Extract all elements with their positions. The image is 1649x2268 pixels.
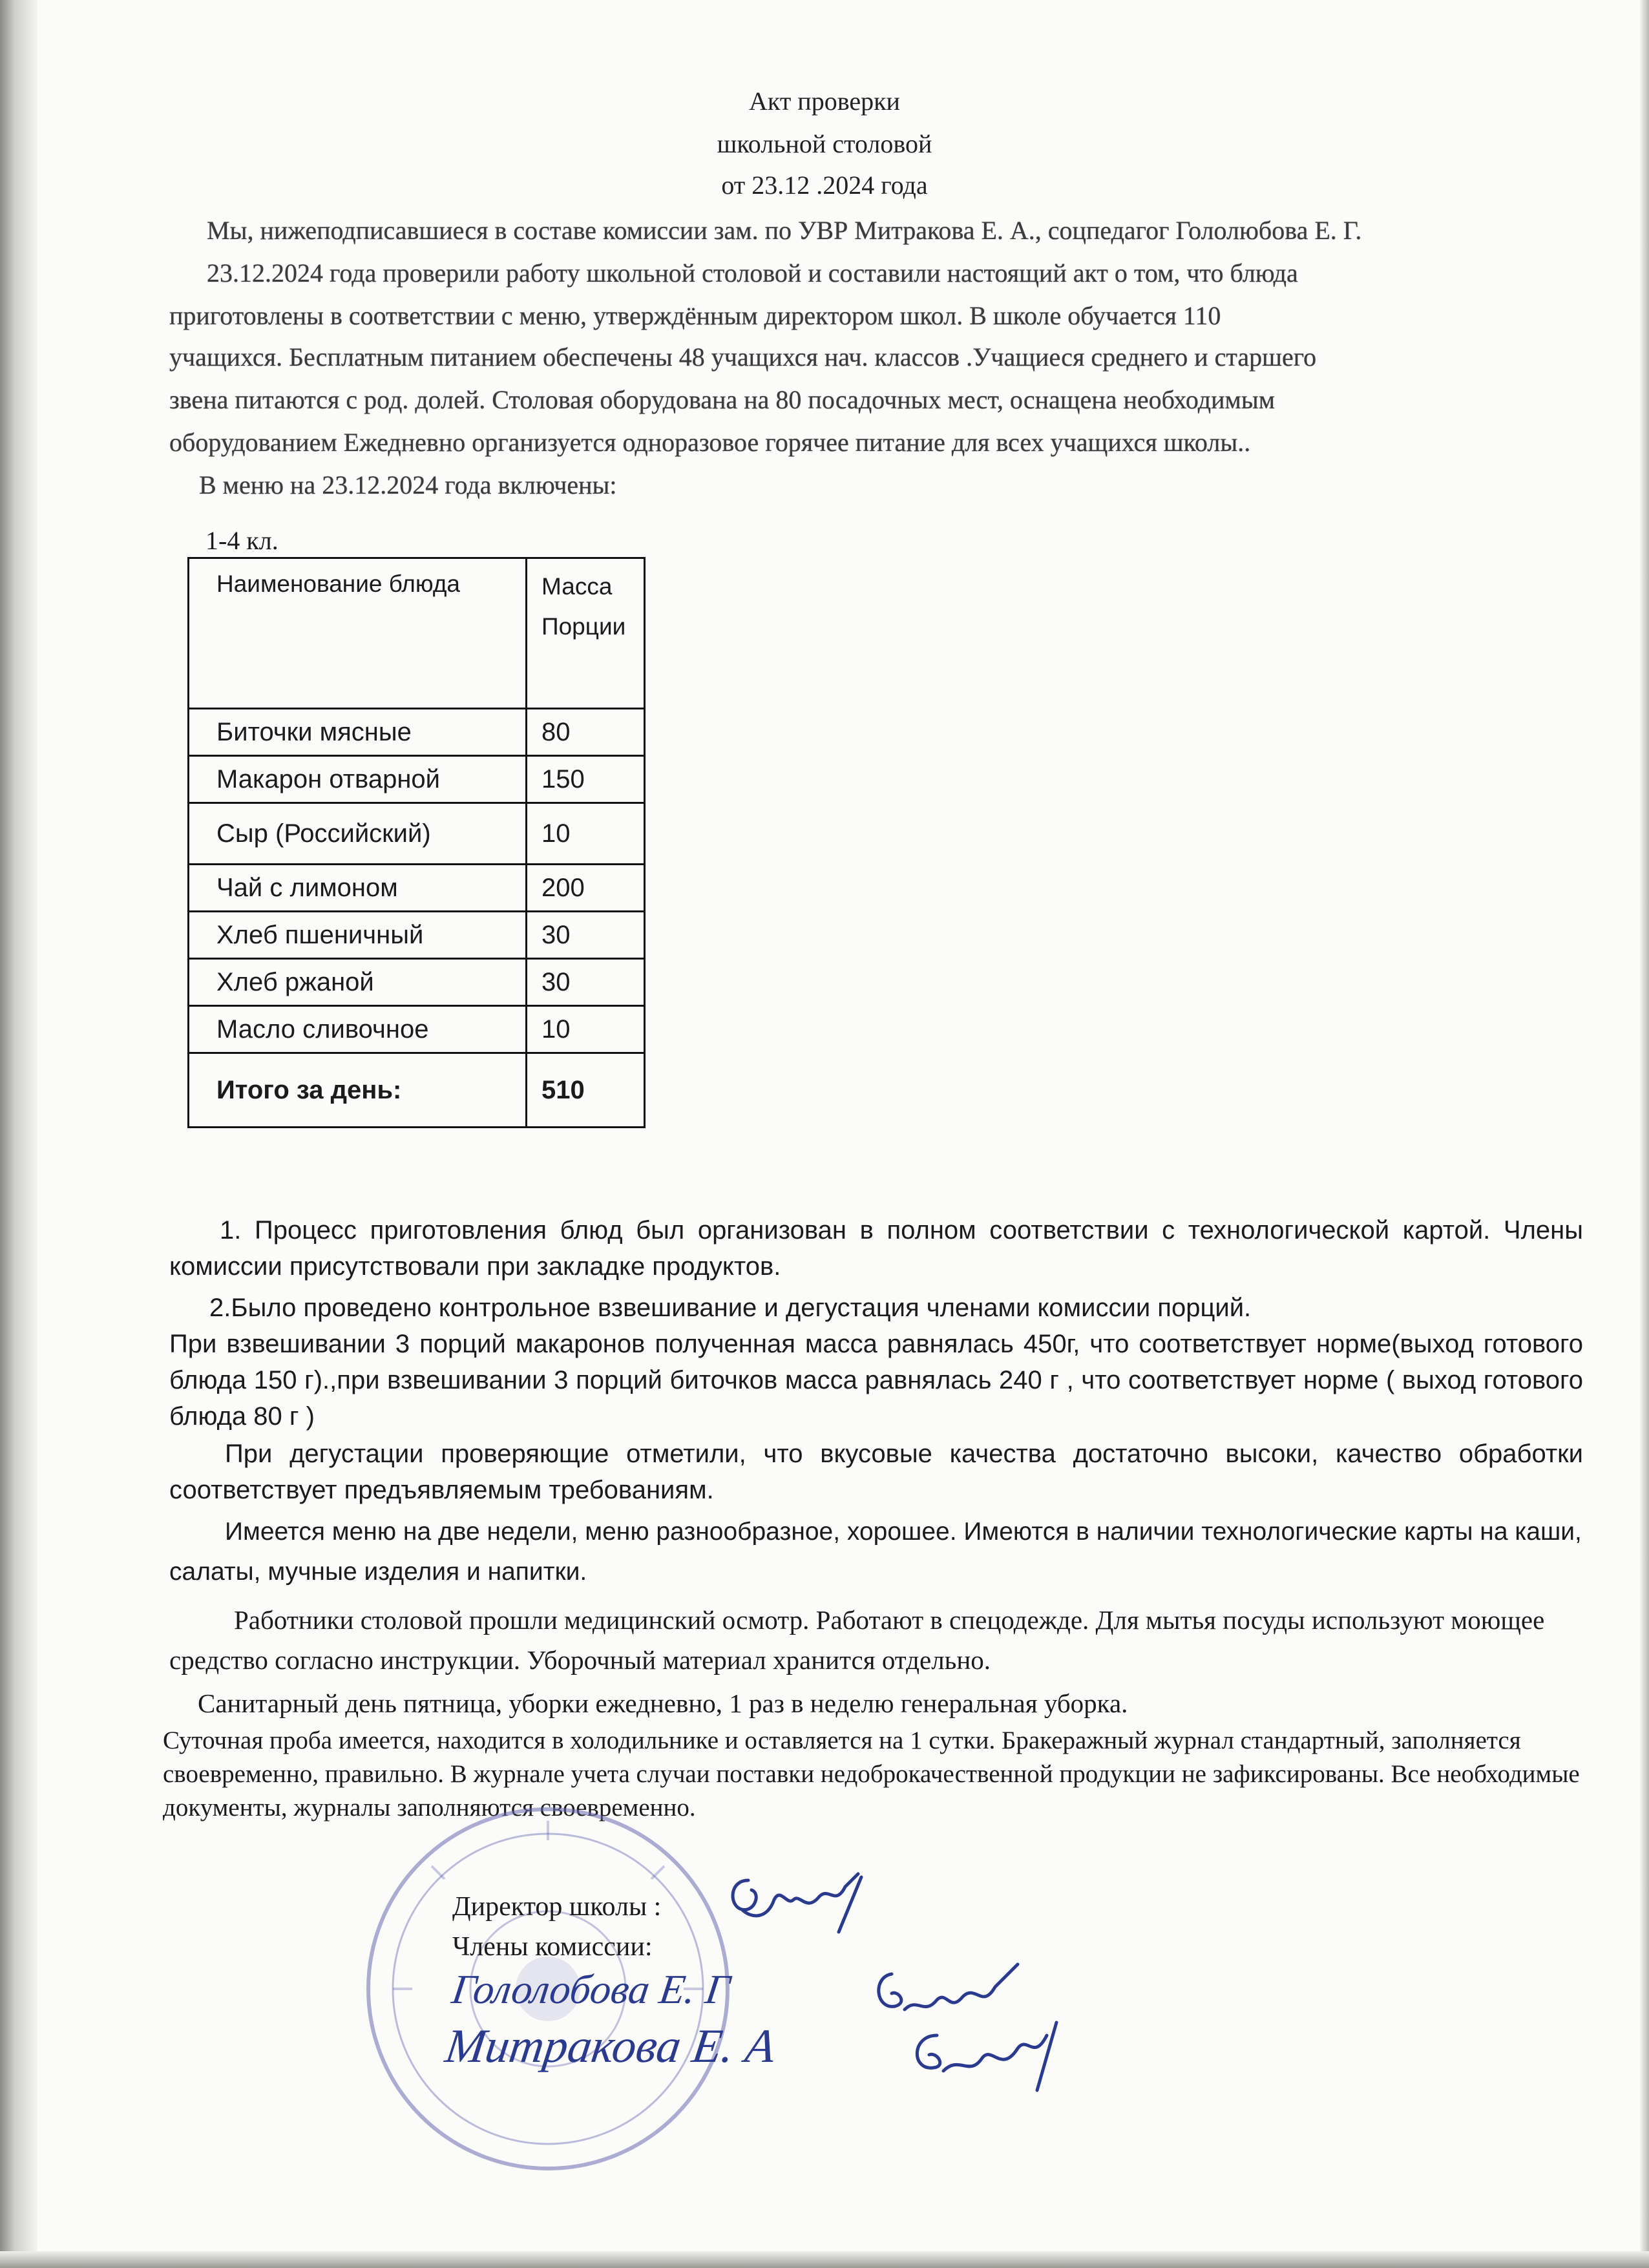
dish-mass: 80: [527, 709, 645, 756]
intro-line-7: В меню на 23.12.2024 года включены:: [199, 470, 617, 499]
grade-label: 1-4 кл.: [205, 526, 278, 555]
table-row: [189, 803, 645, 865]
dish-mass: 200: [527, 865, 645, 912]
table-row: [189, 912, 645, 959]
intro-line-1: Мы, нижеподписавшиеся в составе комиссии зам. по УВР Митракова Е. А., соцпедагог Гололюбова Е. Г.: [207, 216, 1362, 245]
finding-3: При взвешивании 3 порций макаронов полученная масса равнялась 450г, что соответствует норме(выход готового блюда 150 г).,при взвешивании 3 порций биточков масса равнялась 240 г , что соответствует норме ( выход готового блюда 80 г ): [169, 1330, 1583, 1431]
dish-name: Хлеб пшеничный: [189, 912, 527, 959]
member1-handwritten-name: Гололобова Е. Г: [449, 1966, 733, 2012]
finding-4: При дегустации проверяющие отметили, что вкусовые качества достаточно высоки, качество обработки соответствует предъявляемым требованиям.: [169, 1440, 1583, 1504]
intro-line-4: учащихся. Бесплатным питанием обеспечены 48 учащихся нач. классов .Учащиеся среднего и старшего: [169, 342, 1317, 372]
table-total-row: [189, 1053, 645, 1128]
table-header-name: Наименование блюда: [189, 558, 527, 709]
total-value: 510: [527, 1053, 645, 1128]
table-header-mass-line2: Порции: [541, 613, 626, 640]
total-label: Итого за день:: [189, 1053, 527, 1128]
finding-5: Имеется меню на две недели, меню разнообразное, хорошее. Имеются в наличии технологические карты на каши, салаты, мучные изделия и напитки.: [169, 1518, 1582, 1586]
document-title: Акт проверки: [749, 87, 900, 116]
dish-name: Хлеб ржаной: [189, 959, 527, 1006]
members-label: Члены комиссии:: [452, 1932, 653, 1962]
finding-8: Суточная проба имеется, находится в холодильнике и оставляется на 1 сутки. Бракеражный журнал стандартный, заполняется своевременно, правильно. В журнале учета случаи поставки недоброкачественной продукции не зафиксированы. Все необходимые документы, журналы заполняются своевременно.: [163, 1727, 1580, 1822]
scan-edge-left: [0, 0, 37, 2268]
document-subtitle: школьной столовой: [717, 129, 932, 158]
table-header-mass: [527, 558, 645, 709]
director-label: Директор школы :: [452, 1892, 662, 1922]
table-row: [189, 959, 645, 1006]
dish-mass: 30: [527, 912, 645, 959]
director-signature: [722, 1861, 877, 1938]
dish-mass: 150: [527, 756, 645, 803]
intro-line-3: приготовлены в соответствии с меню, утверждённым директором школ. В школе обучается 110: [169, 301, 1221, 330]
table-row: [189, 756, 645, 803]
menu-table: [187, 557, 646, 1128]
intro-line-6: оборудованием Ежедневно организуется одноразовое горячее питание для всех учащихся школы..: [169, 428, 1251, 457]
dish-name: Сыр (Российский): [189, 803, 527, 865]
table-row: [189, 709, 645, 756]
finding-7: Санитарный день пятница, уборки ежедневно, 1 раз в неделю генеральная уборка.: [198, 1688, 1128, 1718]
intro-line-5: звена питаются с род. долей. Столовая оборудована на 80 посадочных мест, оснащена необходимым: [169, 385, 1276, 414]
dish-name: Масло сливочное: [189, 1006, 527, 1053]
table-header-row: [189, 558, 645, 709]
finding-1: 1. Процесс приготовления блюд был организован в полном соответствии с технологической картой. Члены комиссии присутствовали при закладке продуктов.: [169, 1216, 1583, 1281]
table-header-mass-line1: Масса: [541, 573, 613, 600]
finding-2: 2.Было проведено контрольное взвешивание и дегустация членами комиссии порций.: [209, 1294, 1252, 1322]
member2-handwritten-name: Митракова Е. А: [442, 2020, 779, 2073]
dish-mass: 10: [527, 803, 645, 865]
table-row: [189, 1006, 645, 1053]
intro-line-2: 23.12.2024 года проверили работу школьной столовой и составили настоящий акт о том, что блюда: [207, 258, 1298, 288]
dish-name: Макарон отварной: [189, 756, 527, 803]
dish-mass: 10: [527, 1006, 645, 1053]
member2-signature: [898, 2016, 1079, 2100]
dish-name: Биточки мясные: [189, 709, 527, 756]
table-row: [189, 865, 645, 912]
finding-6: Работники столовой прошли медицинский осмотр. Работают в спецодежде. Для мытья посуды используют моющее средство согласно инструкции. Уборочный материал хранится отдельно.: [169, 1605, 1545, 1675]
scan-edge-right: [1640, 0, 1649, 2268]
dish-name: Чай с лимоном: [189, 865, 527, 912]
dish-mass: 30: [527, 959, 645, 1006]
scan-edge-bottom: [0, 2251, 1649, 2268]
document-date: от 23.12 .2024 года: [721, 171, 928, 200]
